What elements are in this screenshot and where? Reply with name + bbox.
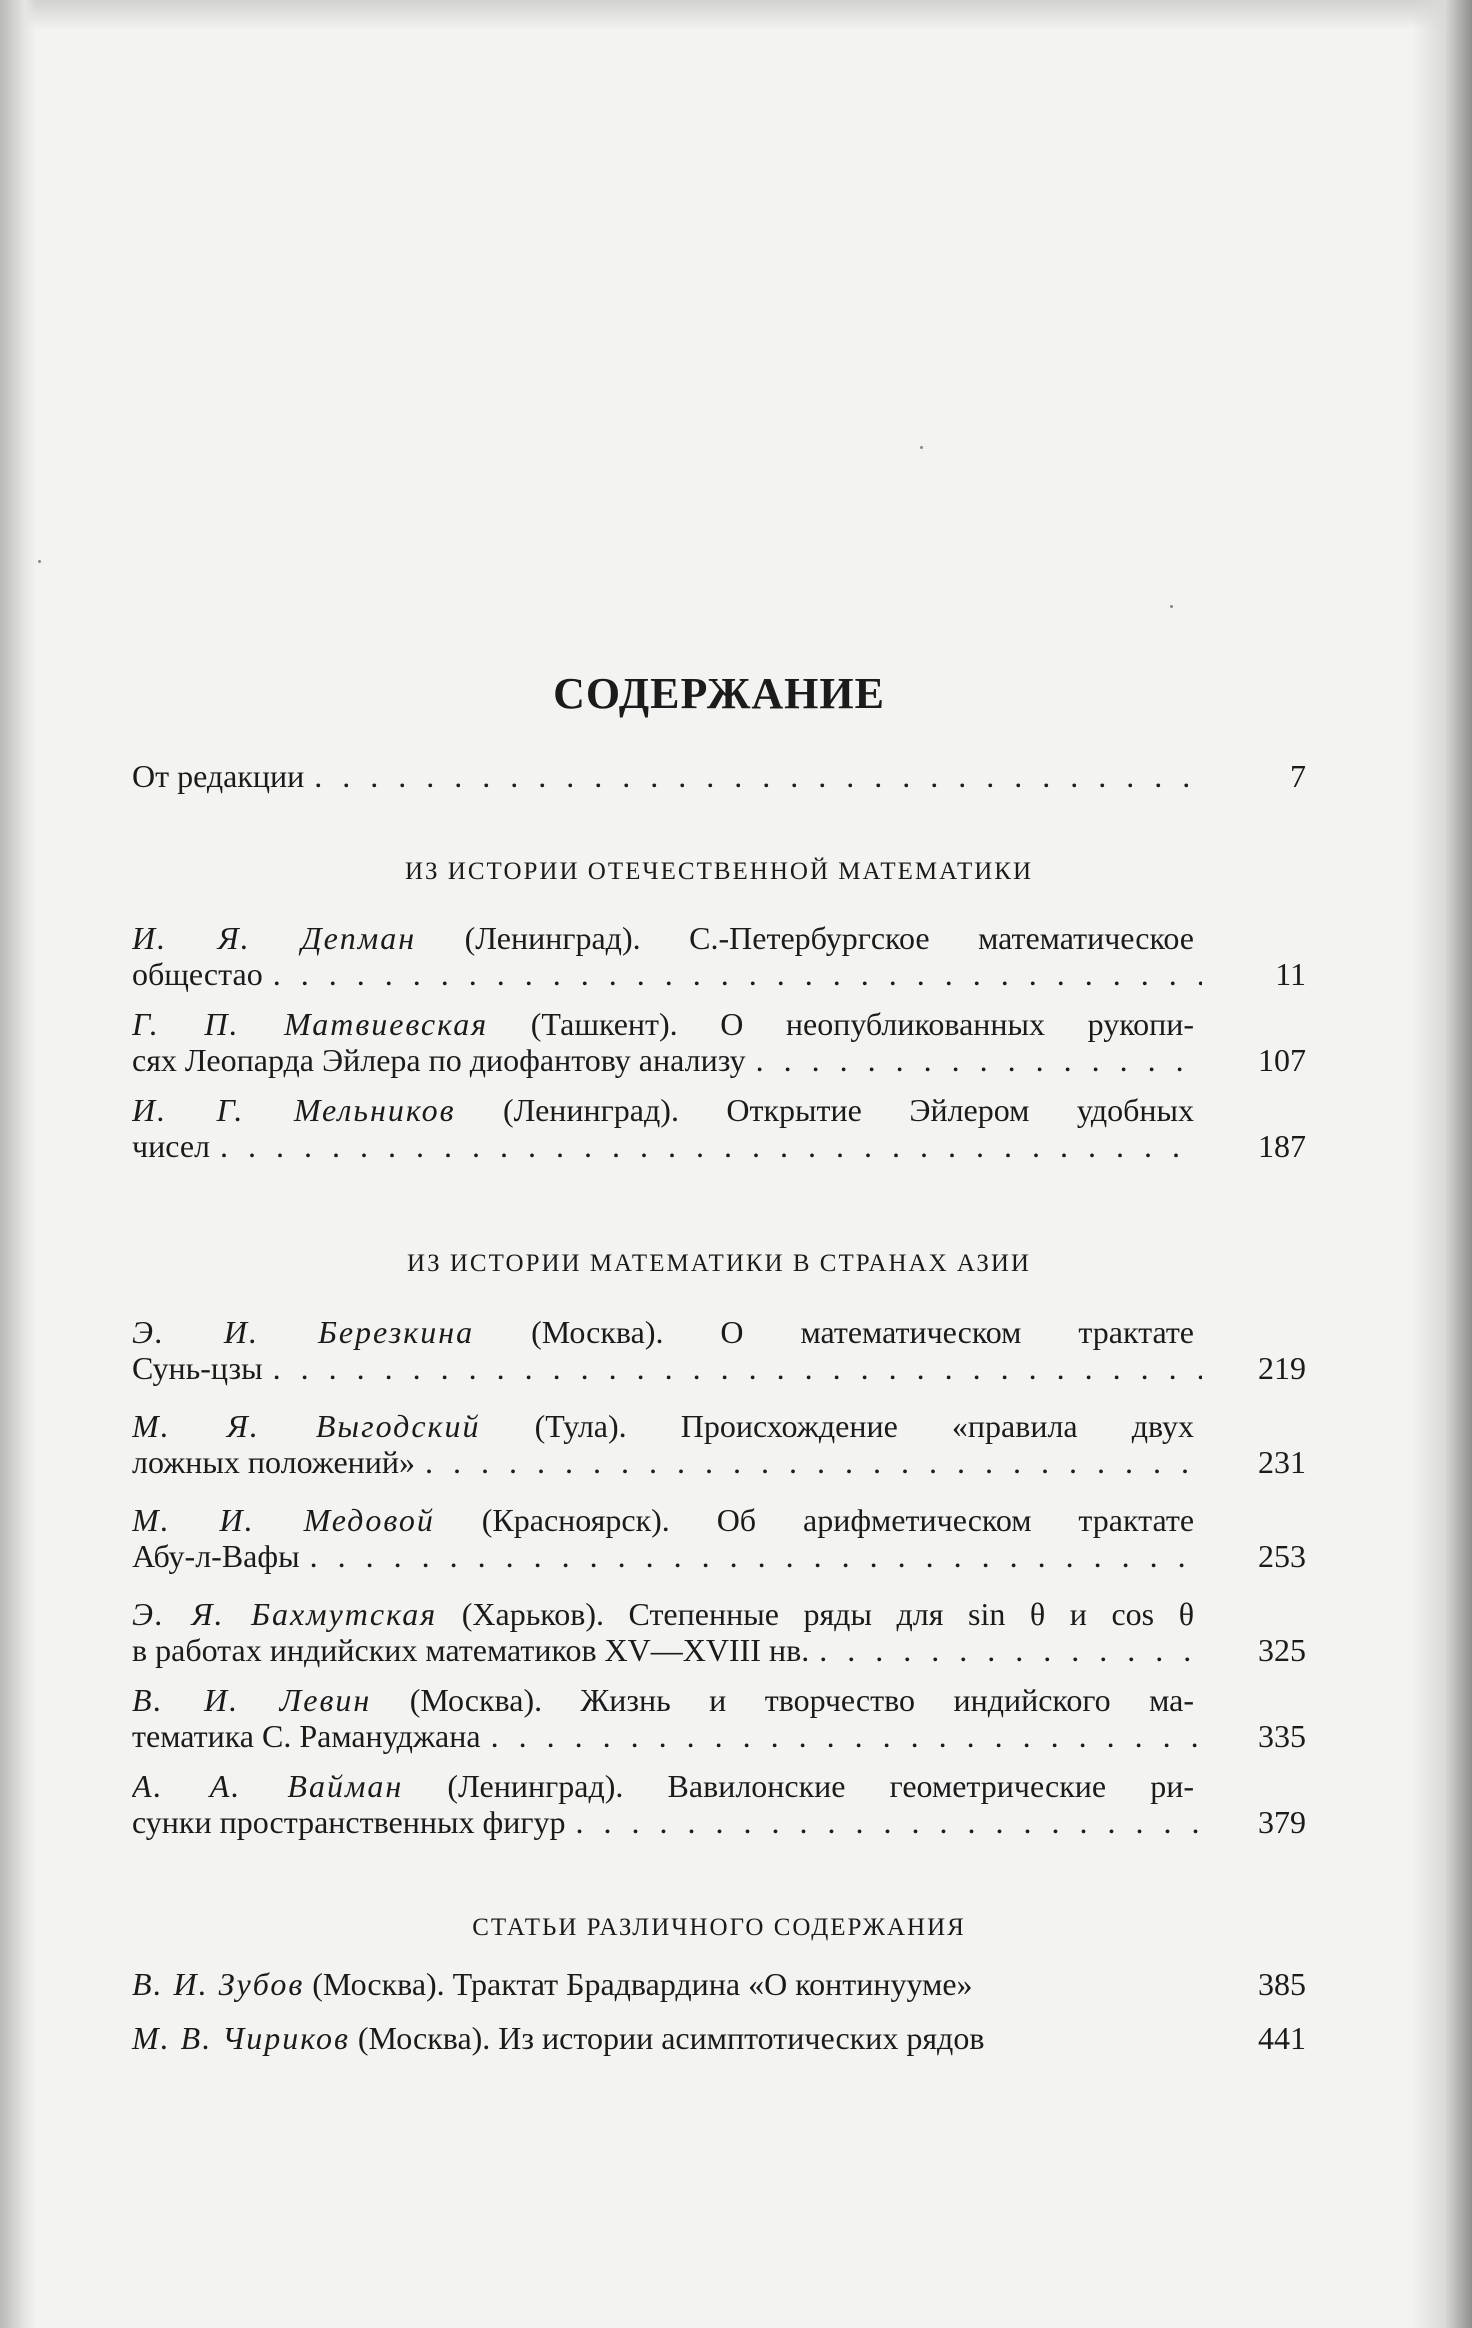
section-heading: ИЗ ИСТОРИИ МАТЕМАТИКИ В СТРАНАХ АЗИИ — [407, 1250, 1031, 1277]
page-edge-left — [0, 0, 36, 2328]
section-heading: ИЗ ИСТОРИИ ОТЕЧЕСТВЕННОЙ МАТЕМАТИКИ — [404, 858, 1034, 885]
entry-title-line1: (Москва). Трактат Брадвардина «О континууме» — [312, 1966, 973, 2002]
author-name: М. Я. Выгодский — [132, 1408, 481, 1444]
toc-entry[interactable] — [132, 1408, 1306, 1480]
toc-entry[interactable] — [132, 1314, 1306, 1386]
toc-entry[interactable] — [132, 1596, 1306, 1668]
scan-speck — [38, 560, 41, 563]
leader-dots — [310, 1538, 1202, 1574]
entry-title-line2: общестао — [132, 956, 263, 992]
page-number: 335 — [1258, 1718, 1306, 1754]
toc-entry[interactable] — [132, 1768, 1306, 1840]
author-name: И. Я. Депман — [132, 920, 417, 956]
entry-title-line1: (Ленинград). С.-Петербургское математическое — [464, 920, 1194, 956]
page-number: 231 — [1258, 1444, 1306, 1480]
section-heading: СТАТЬИ РАЗЛИЧНОГО СОДЕРЖАНИЯ — [472, 1914, 966, 1941]
author-name: И. Г. Мельников — [132, 1092, 456, 1128]
leader-dots — [756, 1042, 1202, 1078]
entry-title-line1: (Москва). О математическом трактате — [531, 1314, 1194, 1350]
author-name: Э. Я. Бахмутская — [132, 1596, 438, 1632]
entry-title-line1: (Тула). Происхождение «правила двух — [534, 1408, 1194, 1444]
page-number: 11 — [1275, 956, 1306, 992]
toc-entry-text: От редакции — [132, 758, 305, 794]
toc-entry[interactable] — [132, 1006, 1306, 1078]
entry-title-line2: сях Леопарда Эйлера по диофантову анализу — [132, 1042, 746, 1078]
entry-title-line2: ложных положений» — [132, 1444, 416, 1480]
entry-title-line1: (Москва). Жизнь и творчество индийского ма- — [409, 1682, 1194, 1718]
page-number: 325 — [1258, 1632, 1306, 1668]
scan-speck — [1170, 605, 1173, 608]
page-edge-right — [1412, 0, 1472, 2328]
page-number: 107 — [1258, 1042, 1306, 1078]
toc-entry[interactable] — [132, 1966, 1306, 2002]
entry-title-line2: в работах индийских математиков XV—XVIII нв. — [132, 1632, 810, 1668]
entry-title-line1: (Москва). Из истории асимптотических рядов — [357, 2020, 985, 2056]
page-number: 441 — [1258, 2020, 1306, 2056]
author-name: М. И. Медовой — [132, 1502, 435, 1538]
entry-title-line2: сунки пространственных фигур — [132, 1804, 566, 1840]
scan-speck — [920, 446, 923, 449]
toc-entry[interactable] — [132, 1682, 1306, 1754]
leader-dots — [575, 1804, 1202, 1840]
leader-dots — [273, 956, 1202, 992]
leader-dots — [220, 1128, 1202, 1164]
author-name: В. И. Левин — [132, 1682, 372, 1718]
toc-entry[interactable] — [132, 2020, 1306, 2056]
entry-title-line1: (Ленинград). Вавилонские геометрические ри- — [447, 1768, 1194, 1804]
entry-title-line2: чисел — [132, 1128, 210, 1164]
page-number: 187 — [1258, 1128, 1306, 1164]
page-edge-top — [0, 0, 1472, 30]
leader-dots — [273, 1350, 1202, 1386]
leader-dots — [819, 1632, 1202, 1668]
page-number: 7 — [1290, 758, 1306, 794]
page-title: СОДЕРЖАНИЕ — [553, 669, 885, 718]
leader-dots — [425, 1444, 1202, 1480]
author-name: Г. П. Матвиевская — [132, 1006, 489, 1042]
entry-title-line2: Сунь-цзы — [132, 1350, 263, 1386]
entry-title-line2: Абу-л-Вафы — [132, 1538, 300, 1574]
author-name: М. В. Чириков — [132, 2020, 350, 2056]
author-name: А. А. Вайман — [132, 1768, 404, 1804]
leader-dots — [314, 758, 1202, 794]
entry-title-line1: (Ленинград). Открытие Эйлером удобных — [502, 1092, 1194, 1128]
page-number: 219 — [1258, 1350, 1306, 1386]
toc-entry[interactable] — [132, 1092, 1306, 1164]
author-name: Э. И. Березкина — [132, 1314, 475, 1350]
entry-title-line1: (Ташкент). О неопубликованных рукопи- — [530, 1006, 1194, 1042]
toc-entry[interactable] — [132, 920, 1306, 992]
entry-title-line2: тематика С. Рамануджана — [132, 1718, 481, 1754]
leader-dots — [491, 1718, 1202, 1754]
toc-entry-intro[interactable] — [132, 758, 1306, 794]
page-number: 379 — [1258, 1804, 1306, 1840]
entry-title-line1: (Красноярск). Об арифметическом трактате — [481, 1502, 1194, 1538]
toc-entry[interactable] — [132, 1502, 1306, 1574]
author-name: В. И. Зубов — [132, 1966, 305, 2002]
page-number: 253 — [1258, 1538, 1306, 1574]
page-number: 385 — [1258, 1966, 1306, 2002]
entry-title-line1: (Харьков). Степенные ряды для sin θ и cos θ — [461, 1596, 1194, 1632]
